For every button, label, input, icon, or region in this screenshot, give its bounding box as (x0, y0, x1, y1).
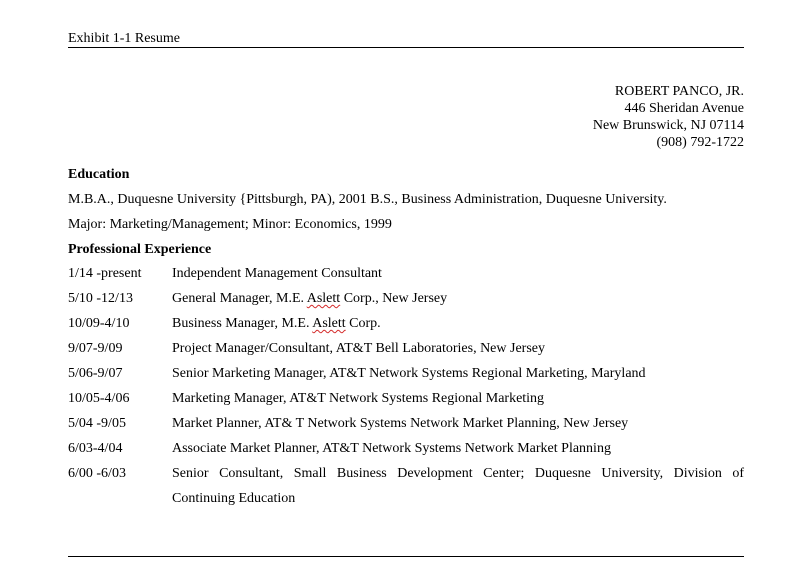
experience-description: Marketing Manager, AT&T Network Systems Regional Marketing (172, 391, 545, 406)
experience-date: 5/06-9/07 (68, 366, 123, 381)
experience-heading: Professional Experience (68, 242, 212, 257)
experience-description: Associate Market Planner, AT&T Network Systems Network Market Planning (172, 441, 611, 456)
experience-description: Market Planner, AT& T Network Systems Network Market Planning, New Jersey (172, 416, 629, 431)
experience-description: Business Manager, M.E. Aslett Corp. (172, 316, 381, 331)
experience-description: Independent Management Consultant (172, 266, 382, 281)
top-rule (68, 47, 744, 48)
exhibit-title: Exhibit 1-1 Resume (68, 31, 180, 46)
spellcheck-word: Aslett (306, 291, 341, 306)
contact-name: ROBERT PANCO, JR. (614, 84, 744, 99)
experience-description: General Manager, M.E. Aslett Corp., New Jersey (172, 291, 448, 306)
experience-date: 9/07-9/09 (68, 341, 123, 356)
experience-date: 6/03-4/04 (68, 441, 123, 456)
contact-block (593, 83, 744, 151)
education-line-1: M.B.A., Duquesne University {Pittsburgh, PA), 2001 B.S., Business Administration, Duquesne University. (68, 192, 667, 207)
experience-date: 5/04 -9/05 (68, 416, 126, 431)
experience-description: Senior Marketing Manager, AT&T Network Systems Regional Marketing, Maryland (172, 366, 646, 381)
contact-city: New Brunswick, NJ 07114 (592, 118, 744, 133)
experience-date: 6/00 -6/03 (68, 466, 126, 481)
bottom-rule (68, 556, 744, 557)
experience-description: Senior Consultant, Small Business Development Center; Duquesne University, Division of (172, 466, 744, 481)
experience-date: 1/14 -present (68, 266, 142, 281)
education-line-2: Major: Marketing/Management; Minor: Economics, 1999 (68, 217, 392, 232)
spellcheck-word: Aslett (312, 316, 346, 331)
experience-date: 10/05-4/06 (68, 391, 130, 406)
contact-street: 446 Sheridan Avenue (624, 101, 744, 116)
education-heading: Education (68, 167, 130, 182)
experience-description-continuation: Continuing Education (172, 491, 296, 506)
contact-phone: (908) 792-1722 (656, 135, 744, 150)
experience-description: Project Manager/Consultant, AT&T Bell Laboratories, New Jersey (172, 341, 545, 356)
experience-date: 10/09-4/10 (68, 316, 130, 331)
experience-date: 5/10 -12/13 (68, 291, 133, 306)
